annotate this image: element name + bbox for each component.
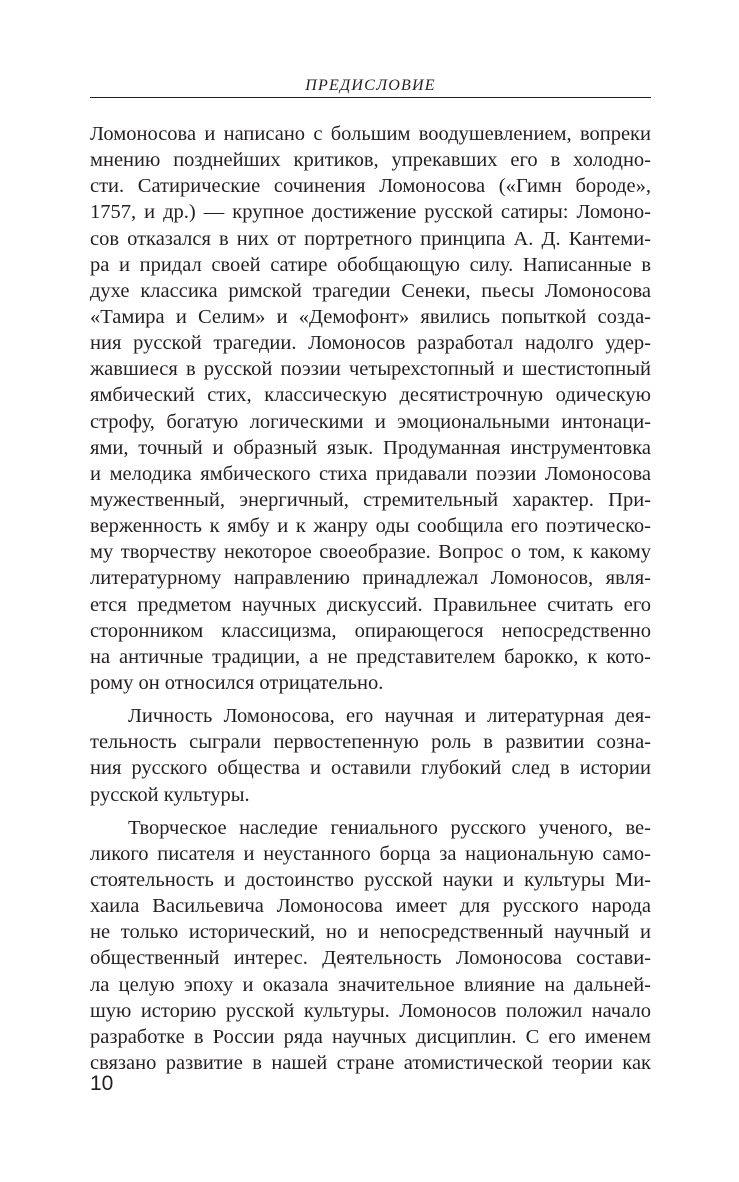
text-line: тельность сыграли первостепенную роль в развитии созна-	[90, 731, 651, 754]
text-line: сов отказался в них от портретного принципа А. Д. Кантеми-	[90, 227, 651, 250]
text-line: «Тамира и Селим» и «Демофонт» явились попыткой созда-	[90, 305, 651, 328]
paragraph	[90, 121, 651, 696]
text-line: ния русского общества и оставили глубокий след в истории	[90, 757, 651, 780]
text-line: ется предметом научных дискуссий. Правильнее считать его	[90, 593, 651, 616]
text-line: сторонником классицизма, опирающегося непосредственно	[90, 619, 651, 642]
text-line: разработке в России ряда научных дисциплин. С его именем	[90, 1025, 651, 1048]
text-line: и мелодика ямбического стиха придавали поэзии Ломоносова	[90, 462, 651, 485]
text-line: ямбический стих, классическую десятистрочную одическую	[90, 384, 651, 407]
text-line: ликого писателя и неустанного борца за национальную само-	[90, 842, 651, 865]
text-line: Ломоносова и написано с большим воодушевлением, вопреки	[90, 123, 651, 145]
text-line: духе классика римской трагедии Сенеки, пьесы Ломоносова	[90, 279, 651, 302]
text-line: связано развитие в нашей стране атомистической теории как	[90, 1051, 651, 1074]
text-line: 1757, и др.) — крупное достижение русской сатиры: Ломоно-	[90, 201, 651, 224]
paragraph-gap	[90, 696, 651, 703]
text-line: ями, точный и образный язык. Продуманная инструментовка	[90, 436, 651, 459]
paragraph	[90, 703, 651, 808]
text-line: общественный интерес. Деятельность Ломоносова состави-	[90, 947, 651, 970]
text-line: хаила Васильевича Ломоносова имеет для русского народа	[90, 895, 651, 918]
page-number: 10	[90, 1072, 114, 1095]
text-line: на античные традиции, а не представителем барокко, к кото-	[90, 645, 651, 668]
text-line: верженность к ямбу и к жанру оды сообщила его поэтическо-	[90, 515, 651, 538]
paragraph	[90, 815, 651, 1076]
header-rule	[90, 97, 651, 98]
text-line: стоятельность и достоинство русской науки и культуры Ми-	[90, 868, 651, 891]
text-line: сти. Сатирические сочинения Ломоносова («Гимн бороде»,	[90, 175, 651, 198]
text-line: ла целую эпоху и оказала значительное влияние на дальней-	[90, 973, 651, 996]
text-line: шую историю русской культуры. Ломоносов положил начало	[90, 999, 651, 1022]
text-line: мнению позднейших критиков, упрекавших его в холодно-	[90, 149, 651, 172]
text-line: строфу, богатую логическими и эмоциональными интонаци-	[90, 410, 651, 433]
text-line: му творчеству некоторое своеобразие. Вопрос о том, к какому	[90, 541, 651, 564]
body-text	[90, 121, 651, 1076]
running-head-title: ПРЕДИСЛОВИЕ	[305, 77, 436, 94]
text-line: не только исторический, но и непосредственный научный и	[90, 921, 651, 944]
text-line: ра и придал своей сатире обобщающую силу. Написанные в	[90, 253, 651, 276]
paragraph-gap	[90, 808, 651, 815]
text-line: мужественный, энергичный, стремительный характер. При-	[90, 488, 651, 511]
text-line: русской культуры.	[90, 783, 250, 806]
text-line: рому он относился отрицательно.	[90, 671, 384, 694]
text-line: ния русской трагедии. Ломоносов разработал надолго удер-	[90, 332, 651, 355]
text-line: литературному направлению принадлежал Ломоносов, явля-	[90, 567, 651, 590]
text-line: Творческое наследие гениального русского ученого, ве-	[128, 816, 651, 839]
text-line: Личность Ломоносова, его научная и литературная дея-	[128, 705, 651, 728]
text-line: жавшиеся в русской поэзии четырехстопный и шестистопный	[90, 358, 651, 381]
